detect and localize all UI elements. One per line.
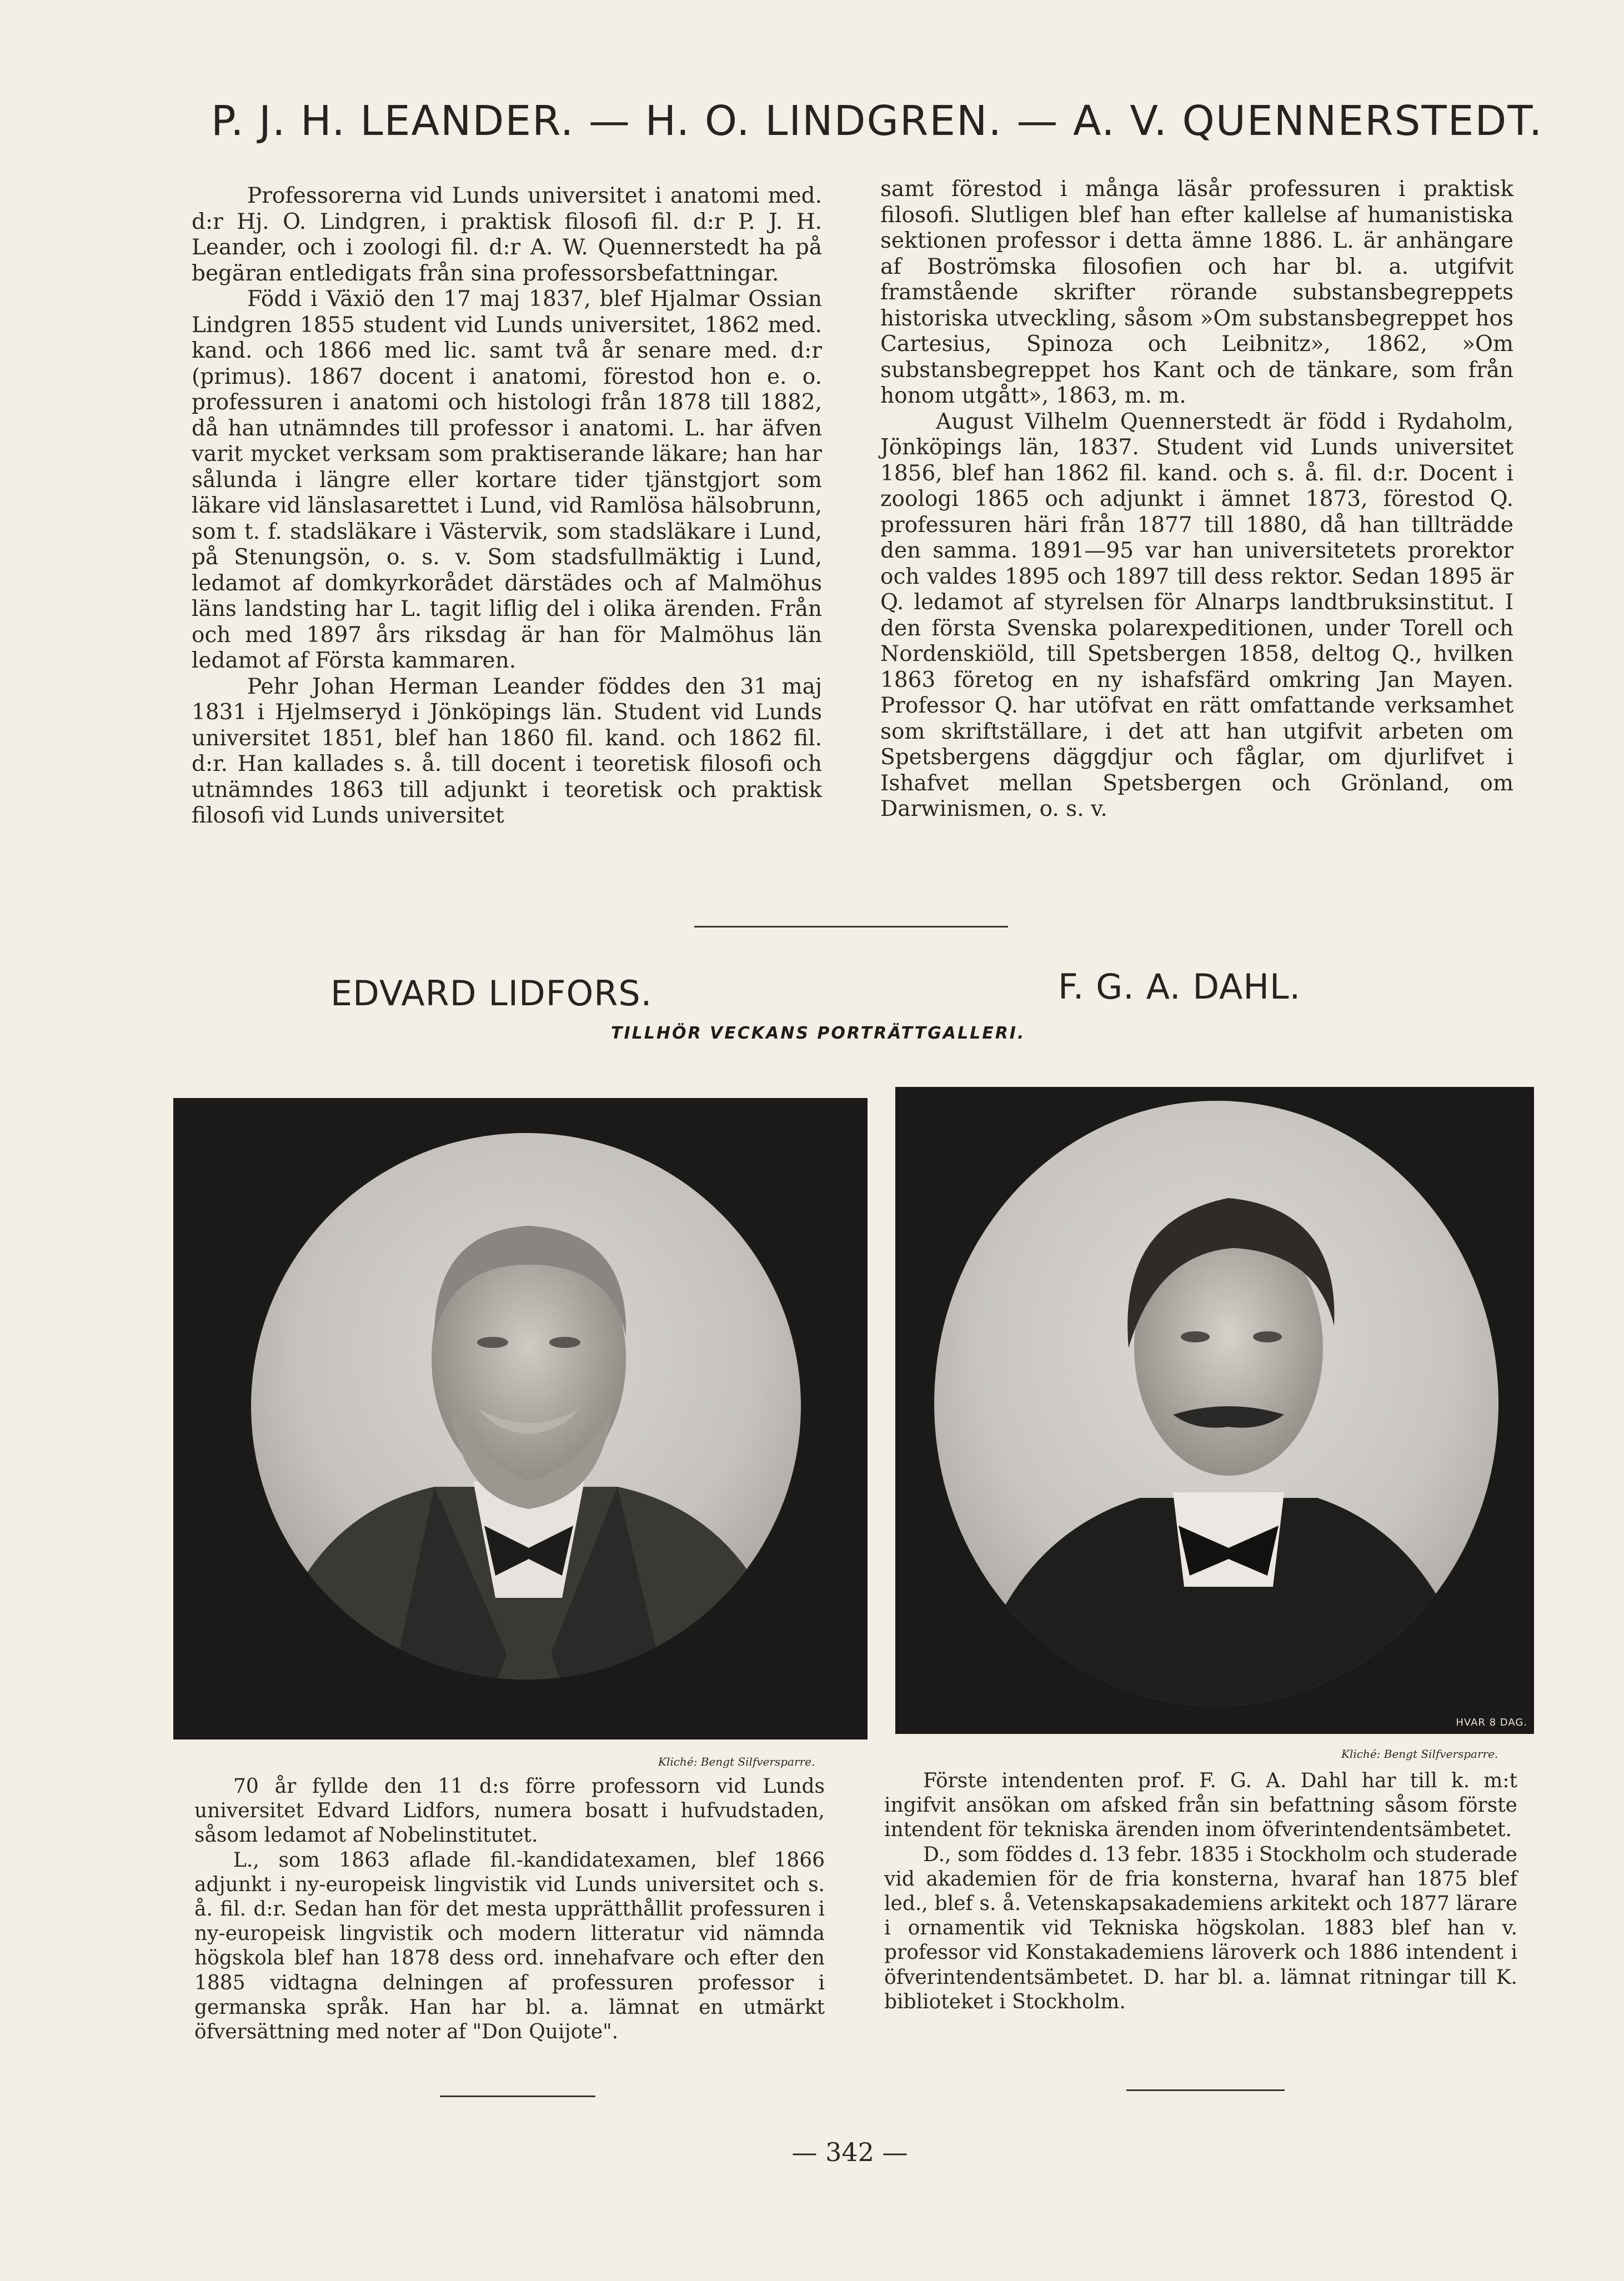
- end-rule-right: [1126, 2089, 1285, 2091]
- article-column-right: [880, 177, 1513, 823]
- paragraph: samt förestod i många läsår professuren i praktisk filosofi. Slutligen blef han efter kallelse af humanistiska sektionen professor i detta ämne 1886. L. är anhängare af Boströmska filosofien och har bl. a. utgifvit framstående skrifter rörande substansbegreppets historiska utveckling, såsom »Om substansbegreppet hos Cartesius, Spinoza och Leibnitz», 1862, »Om substansbegreppet hos Kant och de tänkare, som från honom utgått», 1863, m. m.: [880, 177, 1513, 408]
- gallery-caption: TILLHÖR VECKANS PORTRÄTTGALLERI.: [611, 1024, 1026, 1043]
- paragraph: Född i Växiö den 17 maj 1837, blef Hjalmar Ossian Lindgren 1855 student vid Lunds universitet, 1862 med. kand. och 1866 med lic. samt två år senare med. d:r (primus). 1867 docent i anatomi, förestod hon e. o. professuren i anatomi och histologi från 1878 till 1882, då han utnämndes till professor i anatomi. L. har äfven varit mycket verksam som praktiserande läkare; han har sålunda i längre eller kortare tider tjänstgjort som läkare vid länslasarettet i Lund, vid Ramlösa hälsobrunn, som t. f. stadsläkare i Västervik, som stadsläkare i Lund, på Stenungsön, o. s. v. Som stadsfullmäktig i Lund, ledamot af domkyrkorådet därstädes och af Malmöhus läns landsting har L. tagit liflig del i olika ärenden. Från och med 1897 års riksdag är han för Malmöhus län ledamot af Första kammaren.: [192, 287, 822, 673]
- lidfors-article: [194, 1774, 825, 2044]
- paragraph: L., som 1863 aflade fil.-kandidatexamen, blef 1866 adjunkt i ny-europeisk lingvistik vid Lunds universitet och s. å. fil. d:r. Sedan han för det mesta upprätthållit professuren i ny-europeisk lingvistik och modern litteratur vid nämnda högskola blef han 1878 dess ord. innehafvare och efter den 1885 vidtagna delningen af professuren professor i germanska språk. Han har bl. a. lämnat en utmärkt öfversättning med noter af "Don Quijote".: [194, 1848, 825, 2044]
- paragraph: D., som föddes d. 13 febr. 1835 i Stockholm och studerade vid akademien för de fria konsterna, hvaraf han 1875 blef led., blef s. å. Vetenskapsakademiens arkitekt och 1877 lärare i ornamentik vid Tekniska högskolan. 1883 blef han v. professor vid Konstakademiens läroverk och 1886 intendent i öfverintendentsämbetet. D. har bl. a. lämnat ritningar till K. biblioteket i Stockholm.: [884, 1843, 1517, 2013]
- photo-watermark: HVAR 8 DAG.: [1456, 1717, 1527, 1728]
- section-divider: [694, 926, 1008, 928]
- paragraph: Professorerna vid Lunds universitet i anatomi med. d:r Hj. O. Lindgren, i praktisk filosofi fil. d:r P. J. H. Leander, och i zoologi fil. d:r A. W. Quennerstedt ha på begäran entledigats från sina professorsbefattningar.: [192, 183, 822, 286]
- portrait-name-left: EDVARD LIDFORS.: [330, 973, 653, 1014]
- end-rule-left: [440, 2095, 595, 2097]
- portrait-photo-lidfors: [173, 1098, 868, 1739]
- photo-credit-left: Kliché: Bengt Silfversparre.: [658, 1755, 815, 1768]
- portrait-photo-dahl: [895, 1087, 1534, 1734]
- portrait-name-right: F. G. A. DAHL.: [1058, 966, 1301, 1007]
- article-column-left: [192, 183, 822, 829]
- paragraph: Förste intendenten prof. F. G. A. Dahl har till k. m:t ingifvit ansökan om afsked från sin befattning såsom förste intendent för tekniska ärenden inom öfverintendentsämbetet.: [884, 1769, 1517, 1842]
- paragraph: Pehr Johan Herman Leander föddes den 31 maj 1831 i Hjelmseryd i Jönköpings län. Student vid Lunds universitet 1851, blef han 1860 fil. kand. och 1862 fil. d:r. Han kallades s. å. till docent i teoretisk filosofi och utnämndes 1863 till adjunkt i teoretisk och praktisk filosofi vid Lunds universitet: [192, 674, 822, 828]
- article-headline: P. J. H. LEANDER. — H. O. LINDGREN. — A. V. QUENNERSTEDT.: [211, 97, 1543, 145]
- dahl-article: [884, 1769, 1517, 2014]
- paragraph: August Vilhelm Quennerstedt är född i Rydaholm, Jönköpings län, 1837. Student vid Lunds universitet 1856, blef han 1862 fil. kand. och s. å. fil. d:r. Docent i zoologi 1865 och adjunkt i ämnet 1873, förestod Q. professuren häri från 1877 till 1880, då han tillträdde den samma. 1891—95 var han universitetets prorektor och valdes 1895 och 1897 till dess rektor. Sedan 1895 är Q. ledamot af styrelsen för Alnarps landtbruksinstitut. I den första Svenska polarexpeditionen, under Torell och Nordenskiöld, till Spetsbergen 1858, deltog Q., hvilken 1863 företog en ny ishafsfärd omkring Jan Mayen. Professor Q. har utöfvat en rätt omfattande verksamhet som skriftställare, i det att han utgifvit arbeten om Spetsbergens däggdjur och fåglar, om djurlifvet i Ishafvet mellan Spetsbergen och Grönland, om Darwinismen, o. s. v.: [880, 409, 1513, 821]
- page-number: — 342 —: [791, 2137, 908, 2167]
- photo-credit-right: Kliché: Bengt Silfversparre.: [1341, 1747, 1498, 1761]
- paragraph: 70 år fyllde den 11 d:s förre professorn vid Lunds universitet Edvard Lidfors, numera bosatt i hufvudstaden, såsom ledamot af Nobelinstitutet.: [194, 1775, 825, 1847]
